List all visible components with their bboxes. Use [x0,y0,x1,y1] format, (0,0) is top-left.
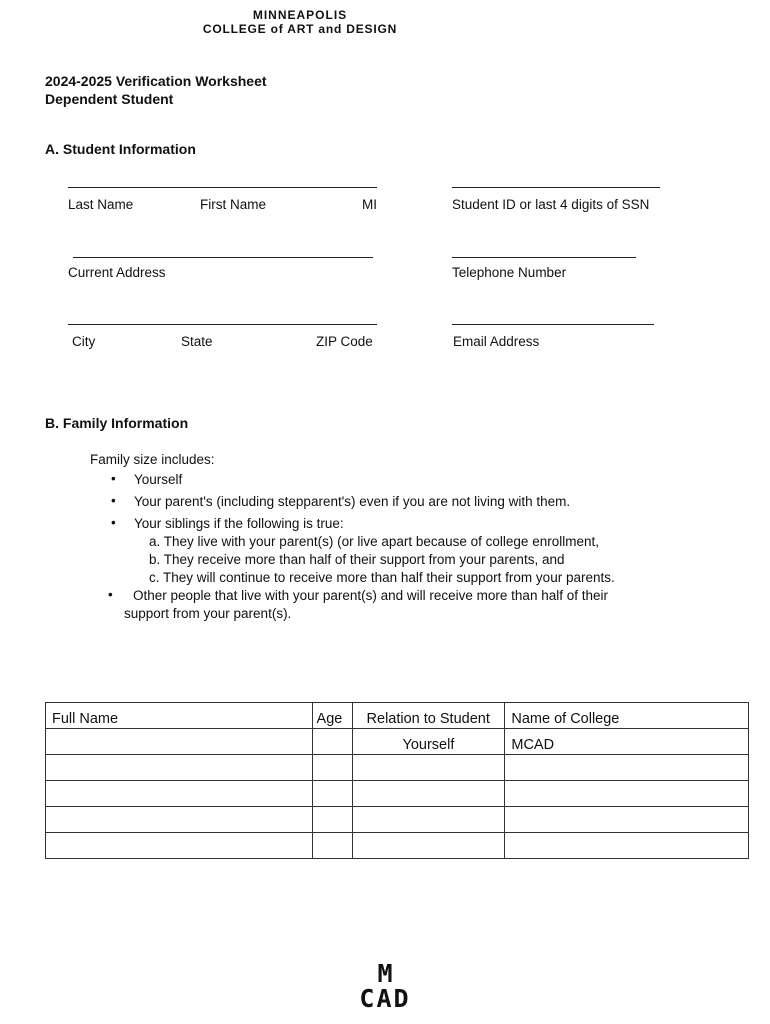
cell-age[interactable] [312,807,352,833]
telephone-label: Telephone Number [452,265,567,280]
cell-full-name[interactable] [46,833,313,859]
bullet-dot: • [111,471,116,486]
cell-full-name[interactable] [46,807,313,833]
cell-college[interactable] [505,807,749,833]
family-size-intro: Family size includes: [90,452,215,467]
zip-label: ZIP Code [316,334,373,349]
sub-item: b. They receive more than half of their support from your parents, and [149,552,565,567]
section-a-heading: A. Student Information [45,141,196,157]
bullet-item-line-1: Other people that live with your parent(s) and will receive more than half of their [133,588,608,603]
cell-full-name[interactable] [46,729,313,755]
last-name-label: Last Name [68,197,134,212]
table-row [46,807,749,833]
header-age: Age [312,703,352,729]
city-label: City [72,334,96,349]
first-name-label: First Name [200,197,267,212]
cell-relation[interactable] [352,781,505,807]
bullet-item: Your parent's (including stepparent's) even if you are not living with them. [134,494,571,509]
cell-full-name[interactable] [46,781,313,807]
cell-age[interactable] [312,781,352,807]
family-members-table [45,702,749,859]
logo-bottom: CAD [359,984,411,1013]
cell-relation[interactable]: Yourself [352,729,505,755]
header-line-1: MINNEAPOLIS [252,8,348,22]
bullet-dot: • [111,493,116,508]
cell-college[interactable]: MCAD [505,729,749,755]
logo-top: M [377,959,393,988]
table-row [46,755,749,781]
section-b-heading: B. Family Information [45,415,189,431]
cell-age[interactable] [312,729,352,755]
cell-age[interactable] [312,755,352,781]
cell-full-name[interactable] [46,755,313,781]
current-address-label: Current Address [68,265,166,280]
sub-item: a. They live with your parent(s) (or live apart because of college enrollment, [149,534,599,549]
cell-relation[interactable] [352,807,505,833]
table-header-row [46,703,749,729]
state-label: State [181,334,213,349]
page-title [45,72,267,108]
cell-relation[interactable] [352,833,505,859]
city-state-zip-input-line[interactable] [68,324,377,325]
header-full-name: Full Name [46,703,313,729]
header-line-2: COLLEGE of ART and DESIGN [202,22,398,36]
title-line-1: 2024-2025 Verification Worksheet [45,73,267,89]
bullet-dot: • [108,587,113,602]
bullet-item-line-2: support from your parent(s). [124,606,292,621]
address-input-line[interactable] [73,257,373,258]
cell-college[interactable] [505,755,749,781]
table-row [46,781,749,807]
cell-age[interactable] [312,833,352,859]
student-id-label: Student ID or last 4 digits of SSN [452,197,650,212]
telephone-input-line[interactable] [452,257,636,258]
cell-college[interactable] [505,781,749,807]
email-input-line[interactable] [452,324,654,325]
student-id-input-line[interactable] [452,187,660,188]
email-label: Email Address [453,334,540,349]
table-row [46,729,749,755]
cell-college[interactable] [505,833,749,859]
sub-item: c. They will continue to receive more than half their support from your parents. [149,570,615,585]
title-line-2: Dependent Student [45,91,174,107]
cell-relation[interactable] [352,755,505,781]
header-college: Name of College [505,703,749,729]
bullet-item: Yourself [134,472,183,487]
mi-label: MI [362,197,377,212]
bullet-dot: • [111,515,116,530]
header-relation: Relation to Student [352,703,505,729]
mcad-logo [0,961,770,1011]
table-row [46,833,749,859]
bullet-item: Your siblings if the following is true: [134,516,344,531]
name-input-line[interactable] [68,187,377,188]
institution-header [0,8,600,36]
